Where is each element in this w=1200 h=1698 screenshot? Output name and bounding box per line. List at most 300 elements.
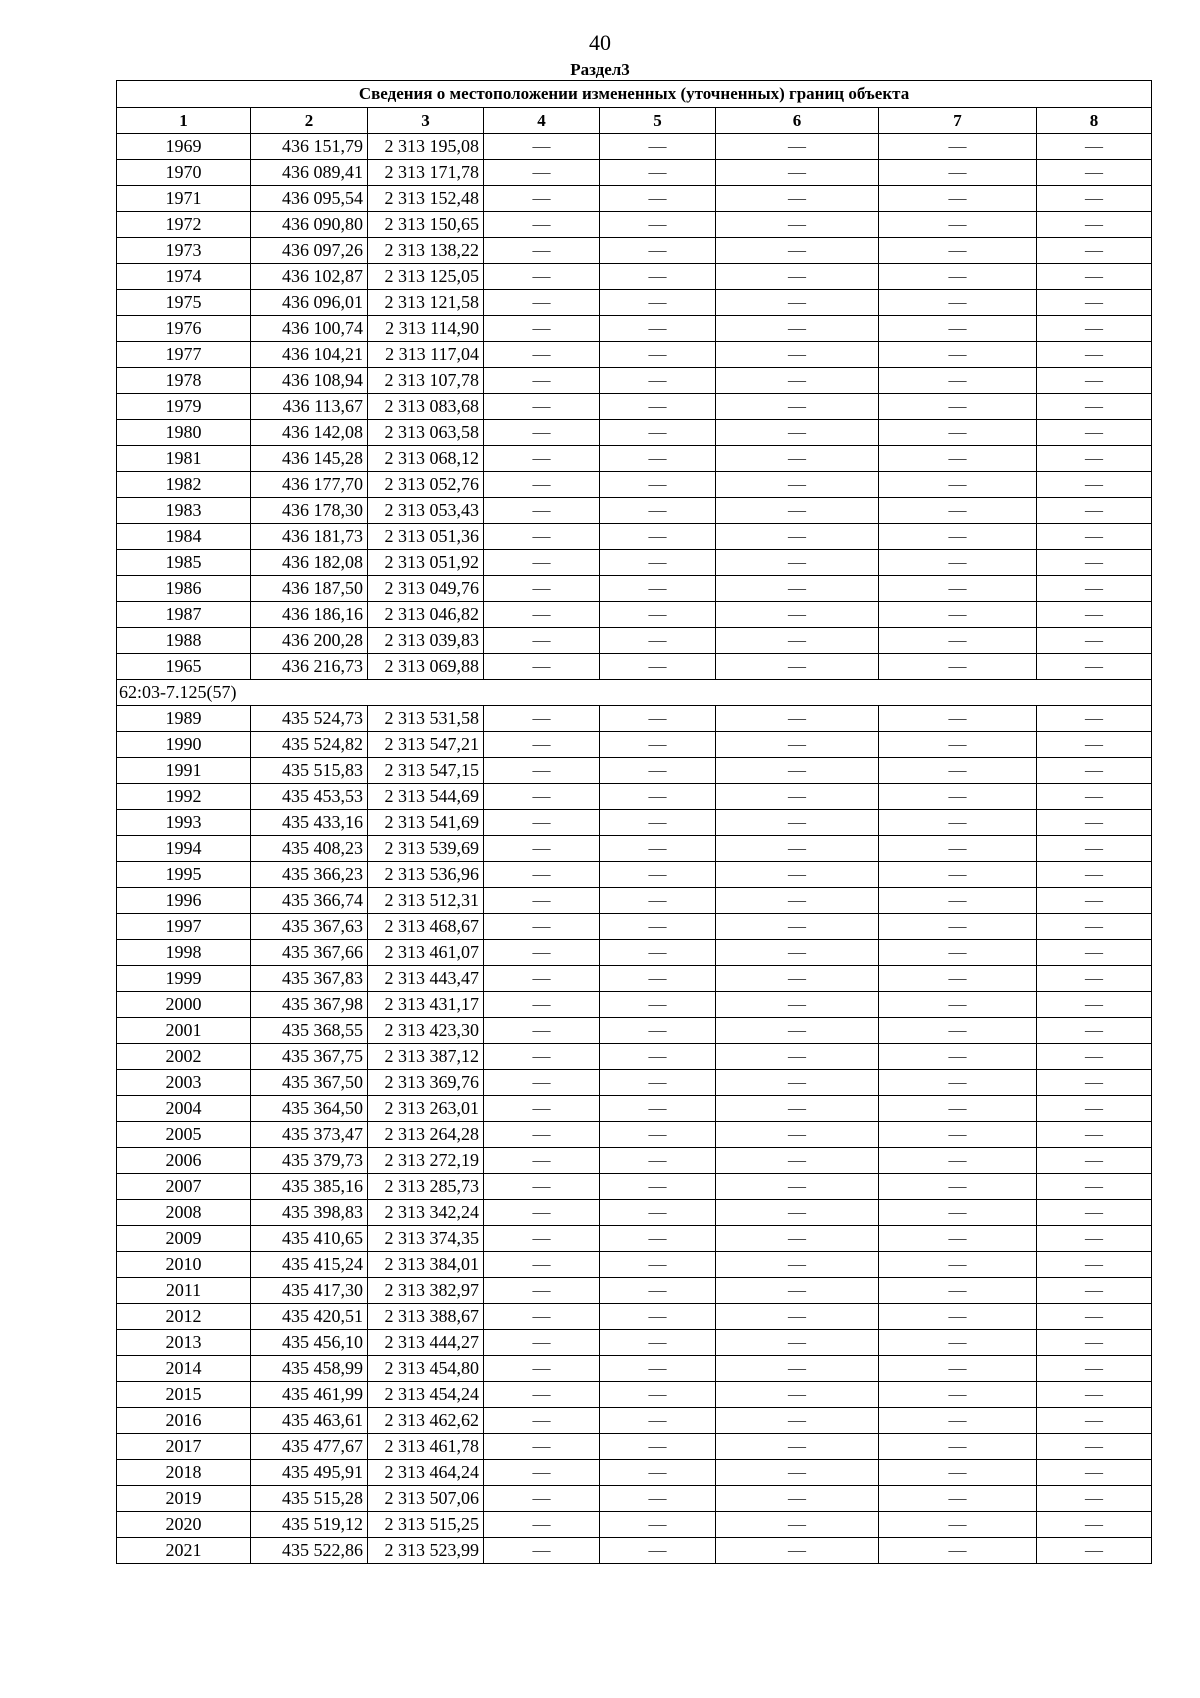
empty-value-dash: —	[716, 1486, 879, 1512]
empty-value-dash: —	[879, 212, 1037, 238]
empty-value-dash: —	[600, 888, 716, 914]
x-coordinate-cell: 435 367,63	[251, 914, 368, 940]
point-number-cell: 1984	[117, 524, 251, 550]
x-coordinate-cell: 435 410,65	[251, 1226, 368, 1252]
empty-value-dash: —	[1037, 888, 1152, 914]
empty-value-dash: —	[600, 966, 716, 992]
empty-value-dash: —	[600, 602, 716, 628]
x-coordinate-cell: 436 142,08	[251, 420, 368, 446]
table-row	[117, 732, 1152, 758]
table-row	[117, 1226, 1152, 1252]
table-row	[117, 550, 1152, 576]
y-coordinate-cell: 2 313 544,69	[368, 784, 484, 810]
empty-value-dash: —	[484, 446, 600, 472]
table-row	[117, 212, 1152, 238]
empty-value-dash: —	[600, 1460, 716, 1486]
table-row	[117, 1278, 1152, 1304]
table-row	[117, 1434, 1152, 1460]
y-coordinate-cell: 2 313 263,01	[368, 1096, 484, 1122]
empty-value-dash: —	[484, 1226, 600, 1252]
empty-value-dash: —	[600, 212, 716, 238]
x-coordinate-cell: 436 108,94	[251, 368, 368, 394]
empty-value-dash: —	[879, 394, 1037, 420]
point-number-cell: 2015	[117, 1382, 251, 1408]
table-row	[117, 966, 1152, 992]
empty-value-dash: —	[1037, 524, 1152, 550]
point-number-cell: 2017	[117, 1434, 251, 1460]
point-number-cell: 2012	[117, 1304, 251, 1330]
y-coordinate-cell: 2 313 468,67	[368, 914, 484, 940]
table-body	[117, 81, 1152, 1564]
point-number-cell: 2020	[117, 1512, 251, 1538]
point-number-cell: 1981	[117, 446, 251, 472]
point-number-cell: 2013	[117, 1330, 251, 1356]
empty-value-dash: —	[600, 1174, 716, 1200]
x-coordinate-cell: 436 177,70	[251, 472, 368, 498]
empty-value-dash: —	[716, 1018, 879, 1044]
point-number-cell: 2001	[117, 1018, 251, 1044]
empty-value-dash: —	[484, 706, 600, 732]
y-coordinate-cell: 2 313 454,24	[368, 1382, 484, 1408]
y-coordinate-cell: 2 313 083,68	[368, 394, 484, 420]
page-number: 40	[589, 30, 611, 55]
table-row	[117, 238, 1152, 264]
table-row	[117, 1304, 1152, 1330]
empty-value-dash: —	[1037, 1486, 1152, 1512]
empty-value-dash: —	[484, 914, 600, 940]
empty-value-dash: —	[600, 394, 716, 420]
empty-value-dash: —	[1037, 160, 1152, 186]
y-coordinate-cell: 2 313 547,21	[368, 732, 484, 758]
empty-value-dash: —	[1037, 420, 1152, 446]
empty-value-dash: —	[716, 550, 879, 576]
column-number-row	[117, 108, 1152, 134]
table-caption: Сведения о местоположении измененных (уточненных) границ объекта	[117, 81, 1152, 108]
point-number-cell: 2003	[117, 1070, 251, 1096]
empty-value-dash: —	[1037, 836, 1152, 862]
point-number-cell: 2016	[117, 1408, 251, 1434]
empty-value-dash: —	[716, 186, 879, 212]
empty-value-dash: —	[600, 186, 716, 212]
empty-value-dash: —	[600, 1252, 716, 1278]
y-coordinate-cell: 2 313 384,01	[368, 1252, 484, 1278]
x-coordinate-cell: 435 433,16	[251, 810, 368, 836]
y-coordinate-cell: 2 313 531,58	[368, 706, 484, 732]
y-coordinate-cell: 2 313 342,24	[368, 1200, 484, 1226]
empty-value-dash: —	[716, 758, 879, 784]
empty-value-dash: —	[879, 1330, 1037, 1356]
table-row	[117, 1148, 1152, 1174]
point-number-cell: 1996	[117, 888, 251, 914]
table-caption-row	[117, 81, 1152, 108]
empty-value-dash: —	[600, 1512, 716, 1538]
empty-value-dash: —	[1037, 212, 1152, 238]
table-row	[117, 1486, 1152, 1512]
y-coordinate-cell: 2 313 195,08	[368, 134, 484, 160]
point-number-cell: 2010	[117, 1252, 251, 1278]
empty-value-dash: —	[600, 914, 716, 940]
y-coordinate-cell: 2 313 515,25	[368, 1512, 484, 1538]
empty-value-dash: —	[879, 992, 1037, 1018]
x-coordinate-cell: 435 366,74	[251, 888, 368, 914]
empty-value-dash: —	[716, 706, 879, 732]
empty-value-dash: —	[879, 368, 1037, 394]
x-coordinate-cell: 436 095,54	[251, 186, 368, 212]
empty-value-dash: —	[879, 1252, 1037, 1278]
point-number-cell: 2011	[117, 1278, 251, 1304]
empty-value-dash: —	[600, 810, 716, 836]
table-row	[117, 1252, 1152, 1278]
empty-value-dash: —	[484, 1434, 600, 1460]
x-coordinate-cell: 436 145,28	[251, 446, 368, 472]
point-number-cell: 2006	[117, 1148, 251, 1174]
empty-value-dash: —	[879, 1408, 1037, 1434]
empty-value-dash: —	[879, 238, 1037, 264]
x-coordinate-cell: 435 398,83	[251, 1200, 368, 1226]
empty-value-dash: —	[600, 1200, 716, 1226]
y-coordinate-cell: 2 313 049,76	[368, 576, 484, 602]
empty-value-dash: —	[484, 1174, 600, 1200]
empty-value-dash: —	[600, 1096, 716, 1122]
empty-value-dash: —	[600, 316, 716, 342]
table-row	[117, 186, 1152, 212]
empty-value-dash: —	[879, 862, 1037, 888]
empty-value-dash: —	[716, 1096, 879, 1122]
empty-value-dash: —	[484, 758, 600, 784]
empty-value-dash: —	[484, 160, 600, 186]
table-row	[117, 602, 1152, 628]
empty-value-dash: —	[879, 550, 1037, 576]
empty-value-dash: —	[1037, 186, 1152, 212]
empty-value-dash: —	[716, 1174, 879, 1200]
empty-value-dash: —	[484, 576, 600, 602]
empty-value-dash: —	[716, 264, 879, 290]
point-number-cell: 1969	[117, 134, 251, 160]
point-number-cell: 1970	[117, 160, 251, 186]
empty-value-dash: —	[600, 576, 716, 602]
empty-value-dash: —	[879, 784, 1037, 810]
empty-value-dash: —	[716, 1122, 879, 1148]
empty-value-dash: —	[716, 316, 879, 342]
point-number-cell: 2004	[117, 1096, 251, 1122]
x-coordinate-cell: 435 379,73	[251, 1148, 368, 1174]
table-row	[117, 1356, 1152, 1382]
empty-value-dash: —	[484, 1122, 600, 1148]
table-row	[117, 1538, 1152, 1564]
empty-value-dash: —	[600, 420, 716, 446]
empty-value-dash: —	[600, 160, 716, 186]
empty-value-dash: —	[1037, 316, 1152, 342]
table-row	[117, 758, 1152, 784]
y-coordinate-cell: 2 313 547,15	[368, 758, 484, 784]
empty-value-dash: —	[600, 1434, 716, 1460]
empty-value-dash: —	[484, 1330, 600, 1356]
table-row	[117, 888, 1152, 914]
empty-value-dash: —	[716, 342, 879, 368]
empty-value-dash: —	[1037, 134, 1152, 160]
table-row	[117, 160, 1152, 186]
empty-value-dash: —	[1037, 550, 1152, 576]
table-row	[117, 264, 1152, 290]
empty-value-dash: —	[716, 1200, 879, 1226]
point-number-cell: 2019	[117, 1486, 251, 1512]
empty-value-dash: —	[1037, 966, 1152, 992]
y-coordinate-cell: 2 313 051,36	[368, 524, 484, 550]
empty-value-dash: —	[1037, 706, 1152, 732]
table-row	[117, 914, 1152, 940]
empty-value-dash: —	[879, 264, 1037, 290]
empty-value-dash: —	[600, 1538, 716, 1564]
empty-value-dash: —	[484, 238, 600, 264]
empty-value-dash: —	[600, 524, 716, 550]
empty-value-dash: —	[484, 1148, 600, 1174]
empty-value-dash: —	[716, 1226, 879, 1252]
empty-value-dash: —	[879, 1044, 1037, 1070]
y-coordinate-cell: 2 313 462,62	[368, 1408, 484, 1434]
empty-value-dash: —	[716, 1356, 879, 1382]
empty-value-dash: —	[716, 212, 879, 238]
empty-value-dash: —	[484, 264, 600, 290]
boundary-coordinates-table	[116, 80, 1152, 1564]
x-coordinate-cell: 435 373,47	[251, 1122, 368, 1148]
y-coordinate-cell: 2 313 046,82	[368, 602, 484, 628]
x-coordinate-cell: 436 200,28	[251, 628, 368, 654]
point-number-cell: 2005	[117, 1122, 251, 1148]
x-coordinate-cell: 435 461,99	[251, 1382, 368, 1408]
empty-value-dash: —	[716, 1252, 879, 1278]
table-row	[117, 576, 1152, 602]
empty-value-dash: —	[484, 602, 600, 628]
y-coordinate-cell: 2 313 461,78	[368, 1434, 484, 1460]
empty-value-dash: —	[1037, 576, 1152, 602]
y-coordinate-cell: 2 313 063,58	[368, 420, 484, 446]
empty-value-dash: —	[1037, 1278, 1152, 1304]
empty-value-dash: —	[1037, 446, 1152, 472]
empty-value-dash: —	[484, 472, 600, 498]
table-row	[117, 524, 1152, 550]
empty-value-dash: —	[600, 238, 716, 264]
empty-value-dash: —	[484, 654, 600, 680]
empty-value-dash: —	[879, 472, 1037, 498]
empty-value-dash: —	[600, 446, 716, 472]
point-number-cell: 1995	[117, 862, 251, 888]
empty-value-dash: —	[879, 576, 1037, 602]
point-number-cell: 1982	[117, 472, 251, 498]
empty-value-dash: —	[879, 342, 1037, 368]
point-number-cell: 1986	[117, 576, 251, 602]
column-number: 6	[716, 108, 879, 134]
empty-value-dash: —	[600, 550, 716, 576]
empty-value-dash: —	[879, 914, 1037, 940]
y-coordinate-cell: 2 313 423,30	[368, 1018, 484, 1044]
empty-value-dash: —	[716, 654, 879, 680]
empty-value-dash: —	[716, 810, 879, 836]
empty-value-dash: —	[716, 160, 879, 186]
point-number-cell: 1978	[117, 368, 251, 394]
x-coordinate-cell: 435 385,16	[251, 1174, 368, 1200]
empty-value-dash: —	[484, 1460, 600, 1486]
empty-value-dash: —	[716, 524, 879, 550]
empty-value-dash: —	[484, 1486, 600, 1512]
y-coordinate-cell: 2 313 125,05	[368, 264, 484, 290]
empty-value-dash: —	[716, 576, 879, 602]
empty-value-dash: —	[600, 1018, 716, 1044]
empty-value-dash: —	[716, 602, 879, 628]
empty-value-dash: —	[600, 368, 716, 394]
empty-value-dash: —	[600, 992, 716, 1018]
empty-value-dash: —	[879, 1382, 1037, 1408]
point-number-cell: 2009	[117, 1226, 251, 1252]
column-number: 8	[1037, 108, 1152, 134]
point-number-cell: 1974	[117, 264, 251, 290]
x-coordinate-cell: 436 151,79	[251, 134, 368, 160]
point-number-cell: 2008	[117, 1200, 251, 1226]
empty-value-dash: —	[716, 836, 879, 862]
y-coordinate-cell: 2 313 068,12	[368, 446, 484, 472]
empty-value-dash: —	[879, 1460, 1037, 1486]
y-coordinate-cell: 2 313 388,67	[368, 1304, 484, 1330]
empty-value-dash: —	[879, 1486, 1037, 1512]
empty-value-dash: —	[1037, 862, 1152, 888]
column-number: 4	[484, 108, 600, 134]
empty-value-dash: —	[879, 1356, 1037, 1382]
y-coordinate-cell: 2 313 051,92	[368, 550, 484, 576]
table-row	[117, 290, 1152, 316]
empty-value-dash: —	[1037, 810, 1152, 836]
empty-value-dash: —	[484, 992, 600, 1018]
empty-value-dash: —	[716, 1304, 879, 1330]
empty-value-dash: —	[600, 1044, 716, 1070]
column-number: 5	[600, 108, 716, 134]
empty-value-dash: —	[879, 1278, 1037, 1304]
empty-value-dash: —	[879, 1070, 1037, 1096]
empty-value-dash: —	[716, 862, 879, 888]
y-coordinate-cell: 2 313 053,43	[368, 498, 484, 524]
point-number-cell: 1972	[117, 212, 251, 238]
table-row	[117, 1200, 1152, 1226]
y-coordinate-cell: 2 313 107,78	[368, 368, 484, 394]
empty-value-dash: —	[600, 1330, 716, 1356]
empty-value-dash: —	[1037, 732, 1152, 758]
empty-value-dash: —	[484, 732, 600, 758]
empty-value-dash: —	[716, 1408, 879, 1434]
group-header-row	[117, 680, 1152, 706]
point-number-cell: 1975	[117, 290, 251, 316]
empty-value-dash: —	[879, 316, 1037, 342]
empty-value-dash: —	[1037, 290, 1152, 316]
x-coordinate-cell: 436 216,73	[251, 654, 368, 680]
empty-value-dash: —	[1037, 914, 1152, 940]
empty-value-dash: —	[1037, 628, 1152, 654]
empty-value-dash: —	[600, 1408, 716, 1434]
empty-value-dash: —	[484, 1096, 600, 1122]
empty-value-dash: —	[716, 420, 879, 446]
empty-value-dash: —	[716, 368, 879, 394]
point-number-cell: 2018	[117, 1460, 251, 1486]
y-coordinate-cell: 2 313 121,58	[368, 290, 484, 316]
point-number-cell: 1973	[117, 238, 251, 264]
y-coordinate-cell: 2 313 382,97	[368, 1278, 484, 1304]
empty-value-dash: —	[484, 1278, 600, 1304]
empty-value-dash: —	[716, 238, 879, 264]
empty-value-dash: —	[484, 290, 600, 316]
point-number-cell: 1999	[117, 966, 251, 992]
x-coordinate-cell: 436 090,80	[251, 212, 368, 238]
point-number-cell: 1980	[117, 420, 251, 446]
empty-value-dash: —	[1037, 1018, 1152, 1044]
empty-value-dash: —	[484, 1538, 600, 1564]
point-number-cell: 1965	[117, 654, 251, 680]
empty-value-dash: —	[600, 1122, 716, 1148]
empty-value-dash: —	[1037, 1356, 1152, 1382]
empty-value-dash: —	[484, 1044, 600, 1070]
empty-value-dash: —	[484, 316, 600, 342]
empty-value-dash: —	[600, 1486, 716, 1512]
x-coordinate-cell: 435 366,23	[251, 862, 368, 888]
x-coordinate-cell: 435 367,50	[251, 1070, 368, 1096]
empty-value-dash: —	[1037, 602, 1152, 628]
empty-value-dash: —	[879, 446, 1037, 472]
empty-value-dash: —	[716, 940, 879, 966]
x-coordinate-cell: 436 186,16	[251, 602, 368, 628]
x-coordinate-cell: 436 187,50	[251, 576, 368, 602]
x-coordinate-cell: 435 522,86	[251, 1538, 368, 1564]
empty-value-dash: —	[484, 342, 600, 368]
empty-value-dash: —	[1037, 342, 1152, 368]
empty-value-dash: —	[879, 940, 1037, 966]
empty-value-dash: —	[1037, 1382, 1152, 1408]
y-coordinate-cell: 2 313 461,07	[368, 940, 484, 966]
x-coordinate-cell: 435 519,12	[251, 1512, 368, 1538]
empty-value-dash: —	[716, 1330, 879, 1356]
empty-value-dash: —	[484, 524, 600, 550]
x-coordinate-cell: 435 367,66	[251, 940, 368, 966]
empty-value-dash: —	[484, 368, 600, 394]
empty-value-dash: —	[484, 836, 600, 862]
empty-value-dash: —	[1037, 1148, 1152, 1174]
empty-value-dash: —	[1037, 1226, 1152, 1252]
point-number-cell: 1979	[117, 394, 251, 420]
empty-value-dash: —	[879, 1538, 1037, 1564]
table-row	[117, 810, 1152, 836]
x-coordinate-cell: 436 096,01	[251, 290, 368, 316]
empty-value-dash: —	[484, 1200, 600, 1226]
empty-value-dash: —	[1037, 264, 1152, 290]
point-number-cell: 1976	[117, 316, 251, 342]
empty-value-dash: —	[600, 264, 716, 290]
empty-value-dash: —	[879, 420, 1037, 446]
x-coordinate-cell: 435 417,30	[251, 1278, 368, 1304]
point-number-cell: 1991	[117, 758, 251, 784]
x-coordinate-cell: 435 458,99	[251, 1356, 368, 1382]
empty-value-dash: —	[879, 966, 1037, 992]
y-coordinate-cell: 2 313 443,47	[368, 966, 484, 992]
x-coordinate-cell: 435 515,83	[251, 758, 368, 784]
empty-value-dash: —	[484, 186, 600, 212]
point-number-cell: 1988	[117, 628, 251, 654]
table-row	[117, 836, 1152, 862]
empty-value-dash: —	[484, 966, 600, 992]
table-row	[117, 654, 1152, 680]
empty-value-dash: —	[600, 342, 716, 368]
empty-value-dash: —	[1037, 1538, 1152, 1564]
empty-value-dash: —	[484, 420, 600, 446]
empty-value-dash: —	[484, 888, 600, 914]
x-coordinate-cell: 435 408,23	[251, 836, 368, 862]
x-coordinate-cell: 436 097,26	[251, 238, 368, 264]
y-coordinate-cell: 2 313 150,65	[368, 212, 484, 238]
empty-value-dash: —	[484, 1070, 600, 1096]
